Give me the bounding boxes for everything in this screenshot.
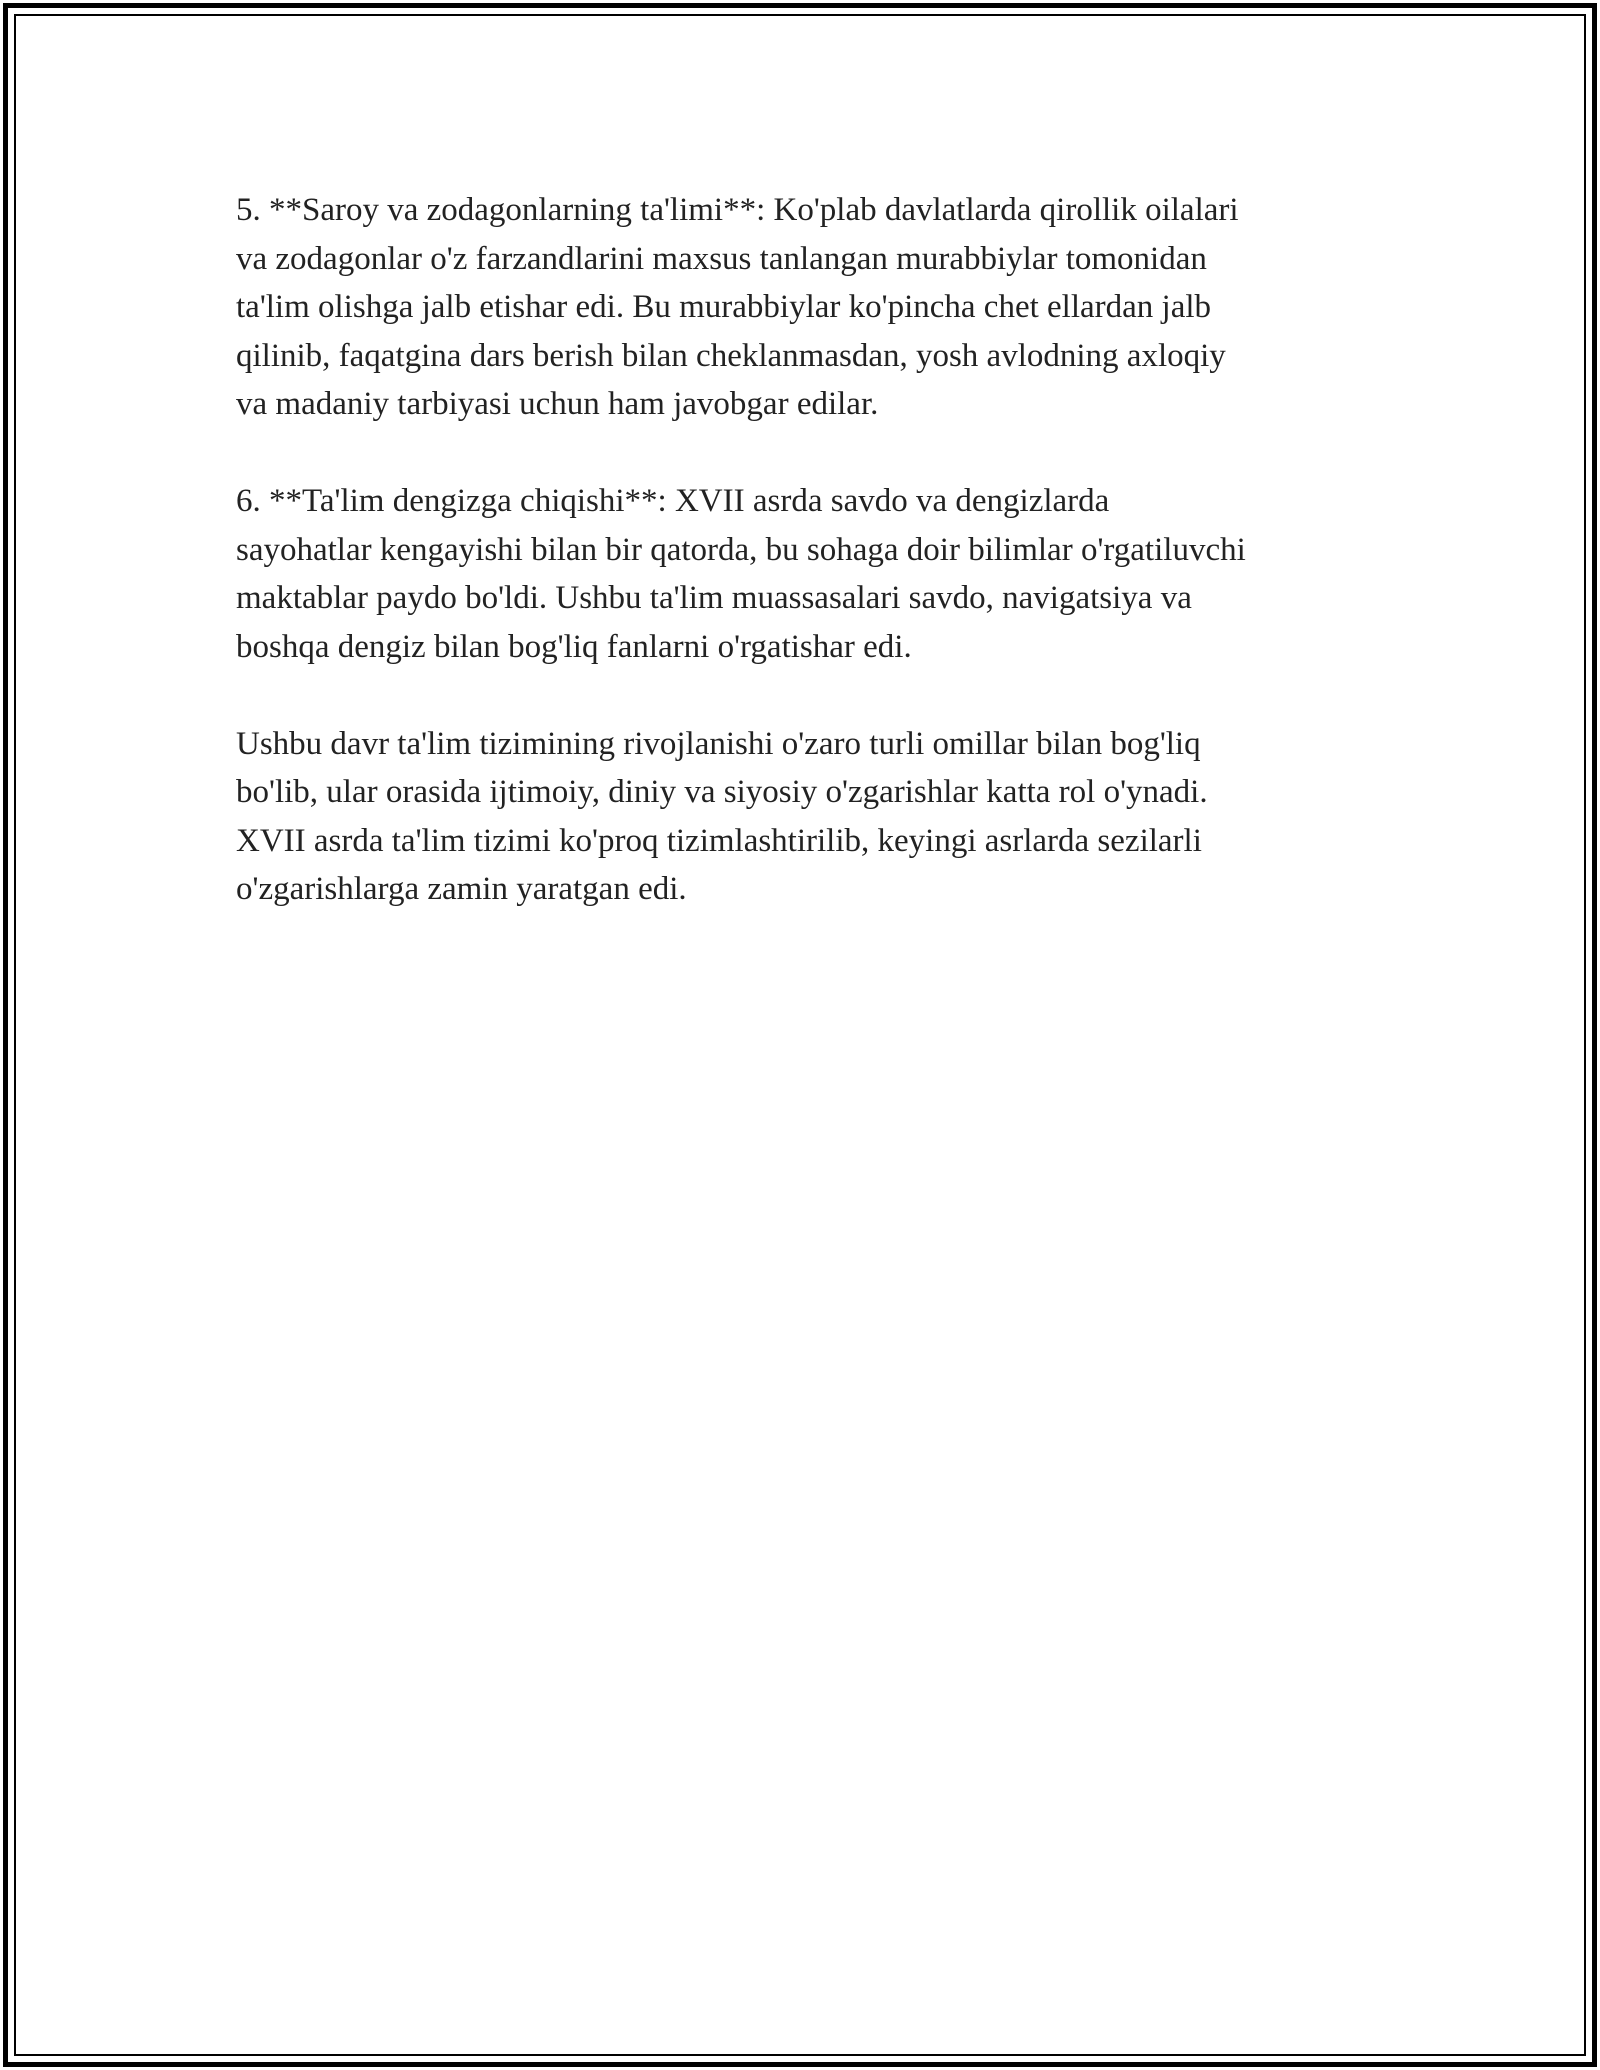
paragraph-saroy-talimi: 5. **Saroy va zodagonlarning ta'limi**: Ko'plab davlatlarda qirollik oilalari va zodagonlar o'z farzandlarini maxsus tanlangan murabbiylar tomonidan ta'lim olishga jalb etishar edi. Bu murabbiylar ko'pincha chet ellardan jalb qilinib, faqatgina dars berish bilan cheklanmasdan, yosh avlodning axloqiy va madaniy tarbiyasi uchun ham javobgar edilar. <box>236 192 1239 422</box>
paragraph-conclusion: Ushbu davr ta'lim tizimining rivojlanishi o'zaro turli omillar bilan bog'liq bo'lib, ular orasida ijtimoiy, diniy va siyosiy o'zgarishlar katta rol o'ynadi. XVII asrda ta'lim tizimi ko'proq tizimlashtirilib, keyingi asrlarda sezilarli o'zgarishlarga zamin yaratgan edi. <box>236 725 1208 907</box>
document-body <box>236 186 1386 962</box>
paragraph-talim-dengizga: 6. **Ta'lim dengizga chiqishi**: XVII asrda savdo va dengizlarda sayohatlar kengayishi bilan bir qatorda, bu sohaga doir bilimlar o'rgatiluvchi maktablar paydo bo'ldi. Ushbu ta'lim muassasalari savdo, navigatsiya va boshqa dengiz bilan bog'liq fanlarni o'rgatishar edi. <box>236 483 1246 665</box>
